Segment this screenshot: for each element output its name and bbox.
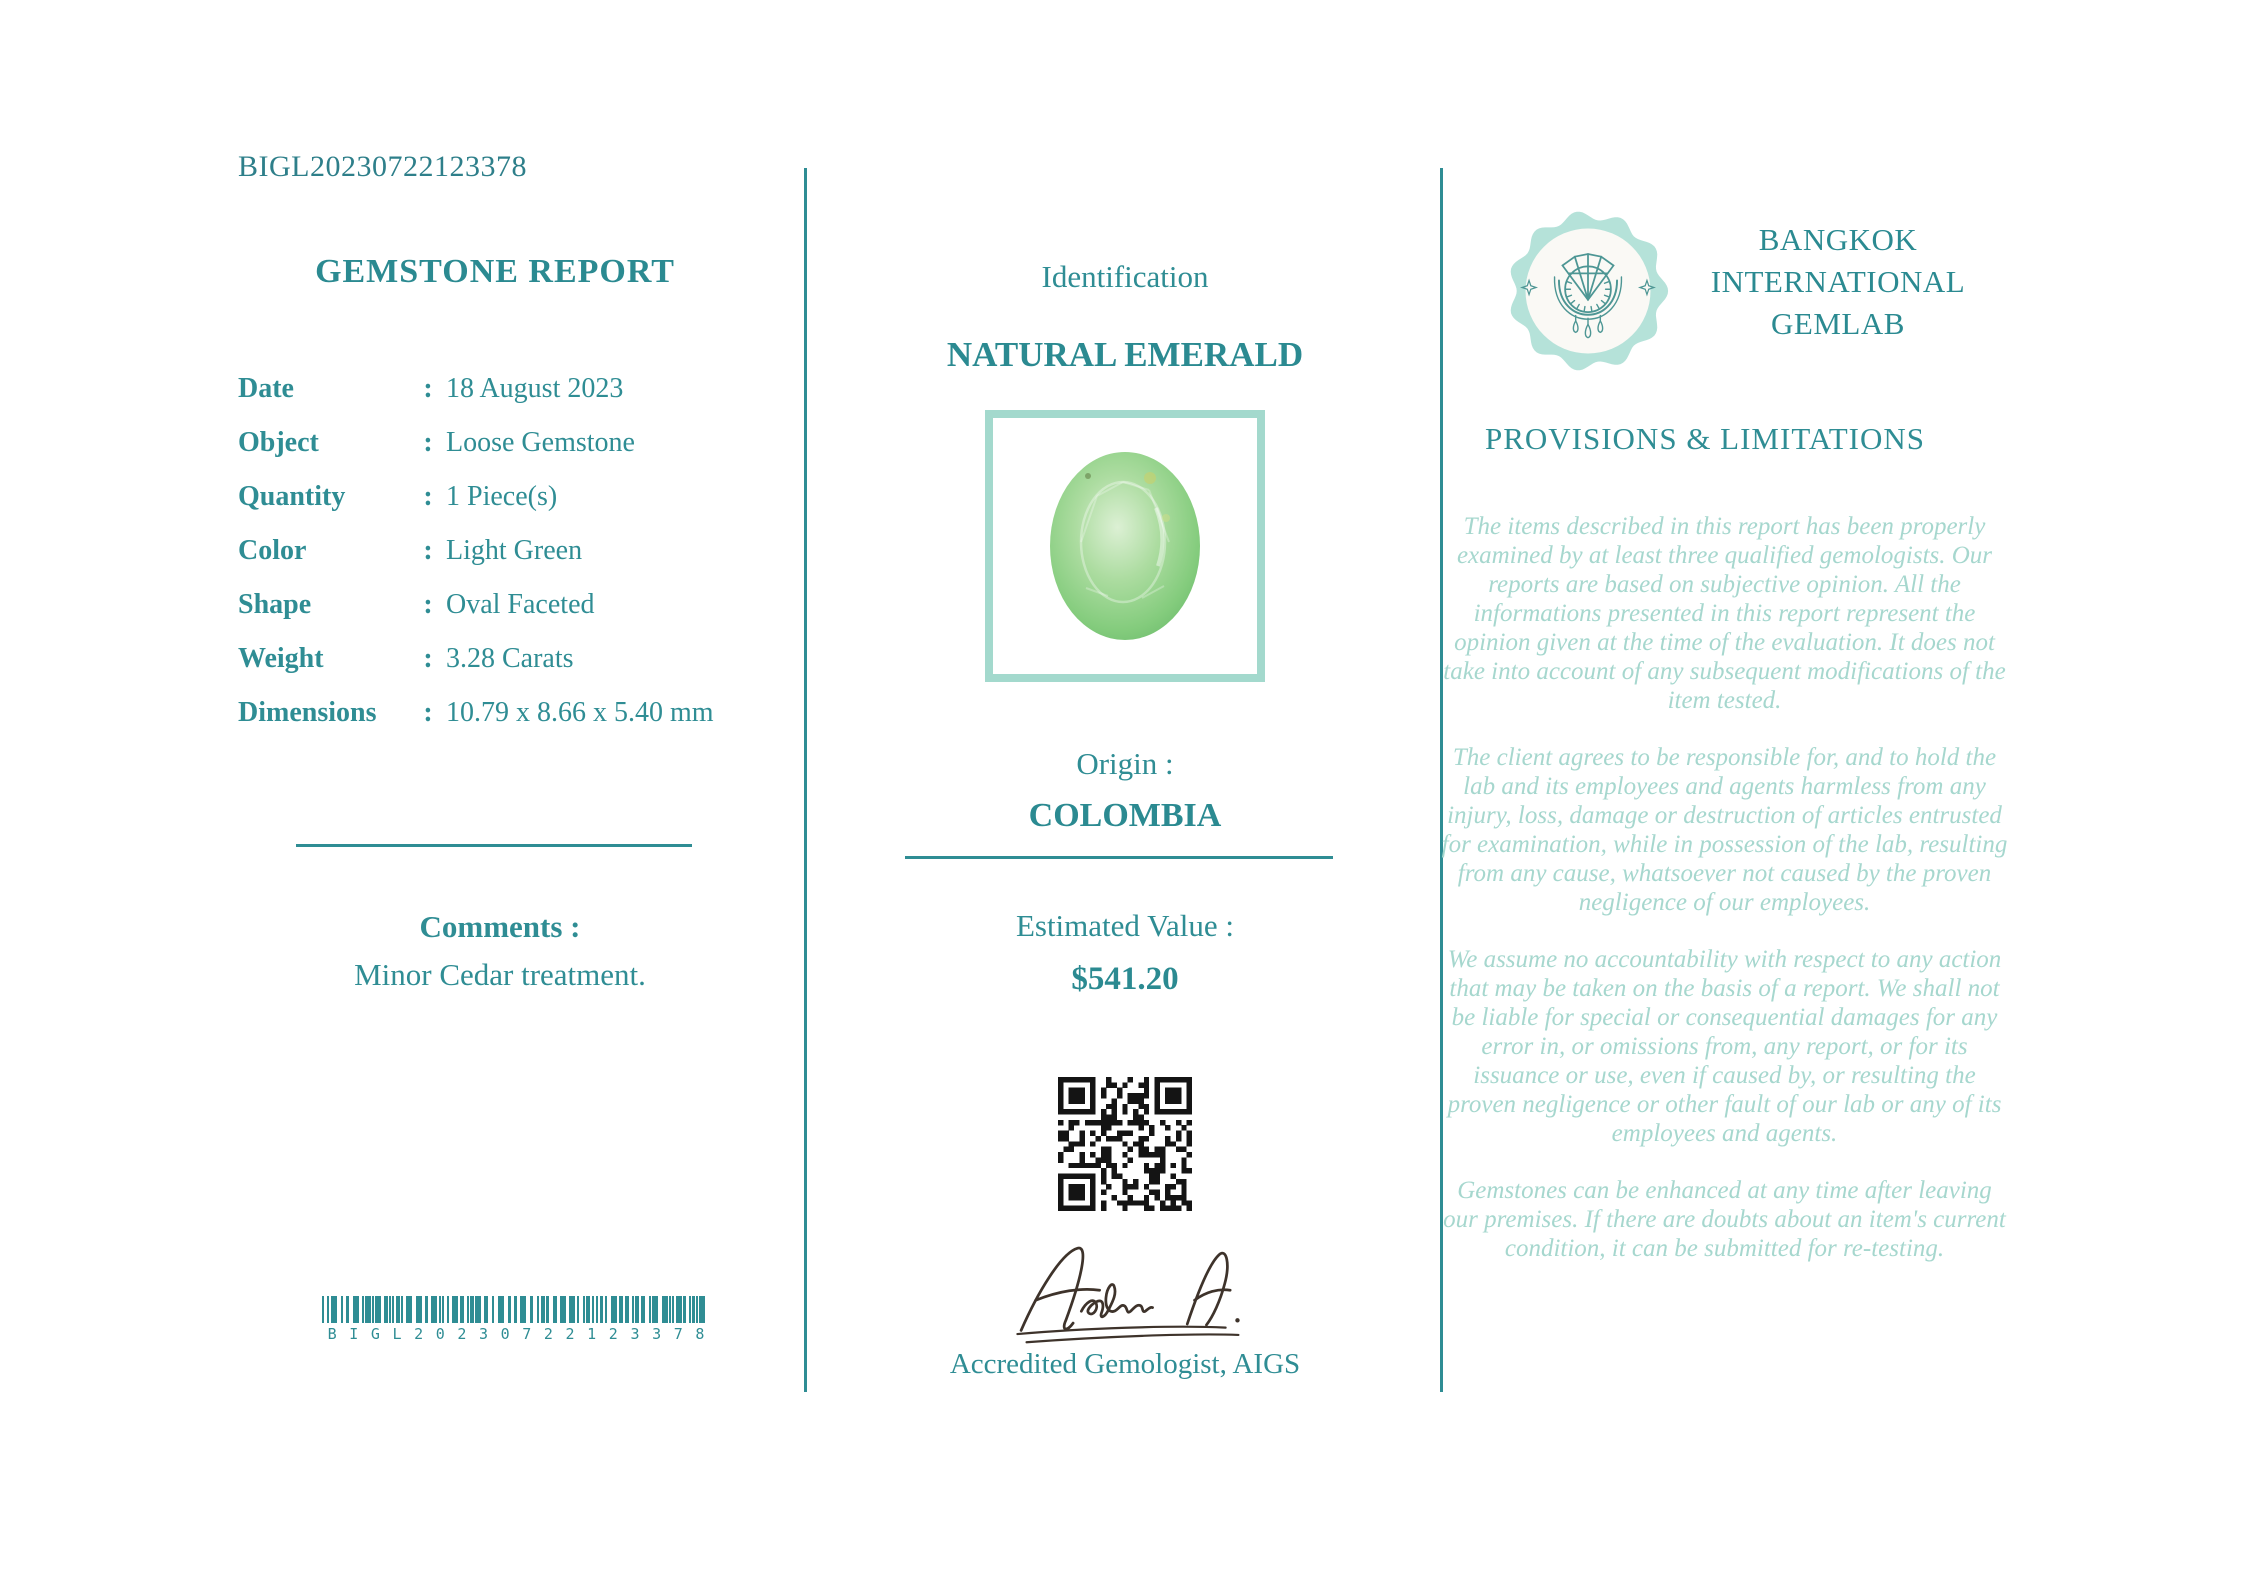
colon-separator: :	[423, 643, 433, 674]
origin-heading: Origin :	[1076, 746, 1174, 781]
detail-label: Color	[238, 535, 307, 566]
detail-value: 1 Piece(s)	[446, 481, 558, 512]
gemlab-logo-icon	[1500, 203, 1676, 379]
colon-separator: :	[423, 535, 433, 566]
gem-identity: NATURAL EMERALD	[946, 335, 1304, 374]
detail-row-color	[238, 524, 768, 578]
gem-photo-frame	[985, 410, 1265, 682]
provisions-heading: PROVISIONS & LIMITATIONS	[1484, 421, 1926, 456]
detail-value: 18 August 2023	[446, 373, 624, 404]
detail-label: Quantity	[238, 481, 346, 512]
origin-value: COLOMBIA	[1028, 797, 1222, 834]
barcode-bars	[322, 1296, 710, 1323]
details-table	[238, 362, 768, 740]
identification-heading: Identification	[1041, 259, 1209, 294]
colon-separator: :	[423, 589, 433, 620]
detail-label: Shape	[238, 589, 312, 620]
gemologist-signature	[1002, 1240, 1252, 1345]
detail-value: Light Green	[446, 535, 583, 566]
colon-separator: :	[423, 427, 433, 458]
colon-separator: :	[423, 373, 433, 404]
detail-value: Loose Gemstone	[446, 427, 635, 458]
detail-label: Dimensions	[238, 697, 377, 728]
detail-label: Weight	[238, 643, 324, 674]
provisions-paragraph: The client agrees to be responsible for, and to hold the lab and its employees and agents harmless from any injury, loss, damage or destruction of articles entrusted for examination, while in possession of the lab, resulting from any cause, whatsoever not caused by the proven negligence of our employees.	[1441, 744, 2008, 916]
barcode-text: BIGL20230722123378	[327, 1325, 717, 1343]
comments-heading: Comments :	[419, 909, 581, 944]
detail-label: Date	[238, 373, 294, 404]
detail-row-quantity	[238, 470, 768, 524]
detail-row-dimensions	[238, 686, 768, 740]
report-number: BIGL20230722123378	[238, 150, 527, 183]
estimated-value: $541.20	[1071, 961, 1179, 997]
estimated-value-heading: Estimated Value :	[1015, 908, 1235, 943]
barcode	[322, 1296, 717, 1343]
qr-code	[1058, 1077, 1192, 1211]
report-title: GEMSTONE REPORT	[315, 253, 675, 290]
signer-title: Accredited Gemologist, AIGS	[949, 1348, 1301, 1380]
comments-divider	[296, 844, 692, 847]
provisions-text	[1437, 512, 2012, 1291]
origin-divider	[905, 856, 1333, 859]
detail-value: 10.79 x 8.66 x 5.40 mm	[446, 697, 714, 728]
detail-value: Oval Faceted	[446, 589, 595, 620]
colon-separator: :	[423, 481, 433, 512]
provisions-paragraph: The items described in this report has been properly examined by at least three qualified gemologists. Our reports are based on subjective opinion. All the informations presented in this report represent the opinion given at the time of the evaluation. It does not take into account of any subsequent modifications of the item tested.	[1443, 513, 2006, 714]
column-divider-left	[804, 168, 807, 1392]
gem-photo	[1046, 448, 1204, 644]
detail-value: 3.28 Carats	[446, 643, 574, 674]
provisions-paragraph: We assume no accountability with respect to any action that may be taken on the basis of a report. We shall not be liable for special or consequential damages for any error in, or omissions from, any report, or for its issuance or use, even if caused by, or resulting the proven negligence or other fault of our lab or any of its employees and agents.	[1447, 946, 2002, 1147]
detail-row-date	[238, 362, 768, 416]
detail-label: Object	[238, 427, 319, 458]
comments-text: Minor Cedar treatment.	[354, 957, 646, 992]
lab-name: BANGKOK INTERNATIONAL GEMLAB	[1710, 222, 1966, 341]
detail-row-shape	[238, 578, 768, 632]
detail-row-weight	[238, 632, 768, 686]
provisions-paragraph: Gemstones can be enhanced at any time after leaving our premises. If there are doubts about an item's current condition, it can be submitted for re-testing.	[1443, 1177, 2006, 1262]
detail-row-object	[238, 416, 768, 470]
lab-header	[1500, 203, 2000, 379]
colon-separator: :	[423, 697, 433, 728]
